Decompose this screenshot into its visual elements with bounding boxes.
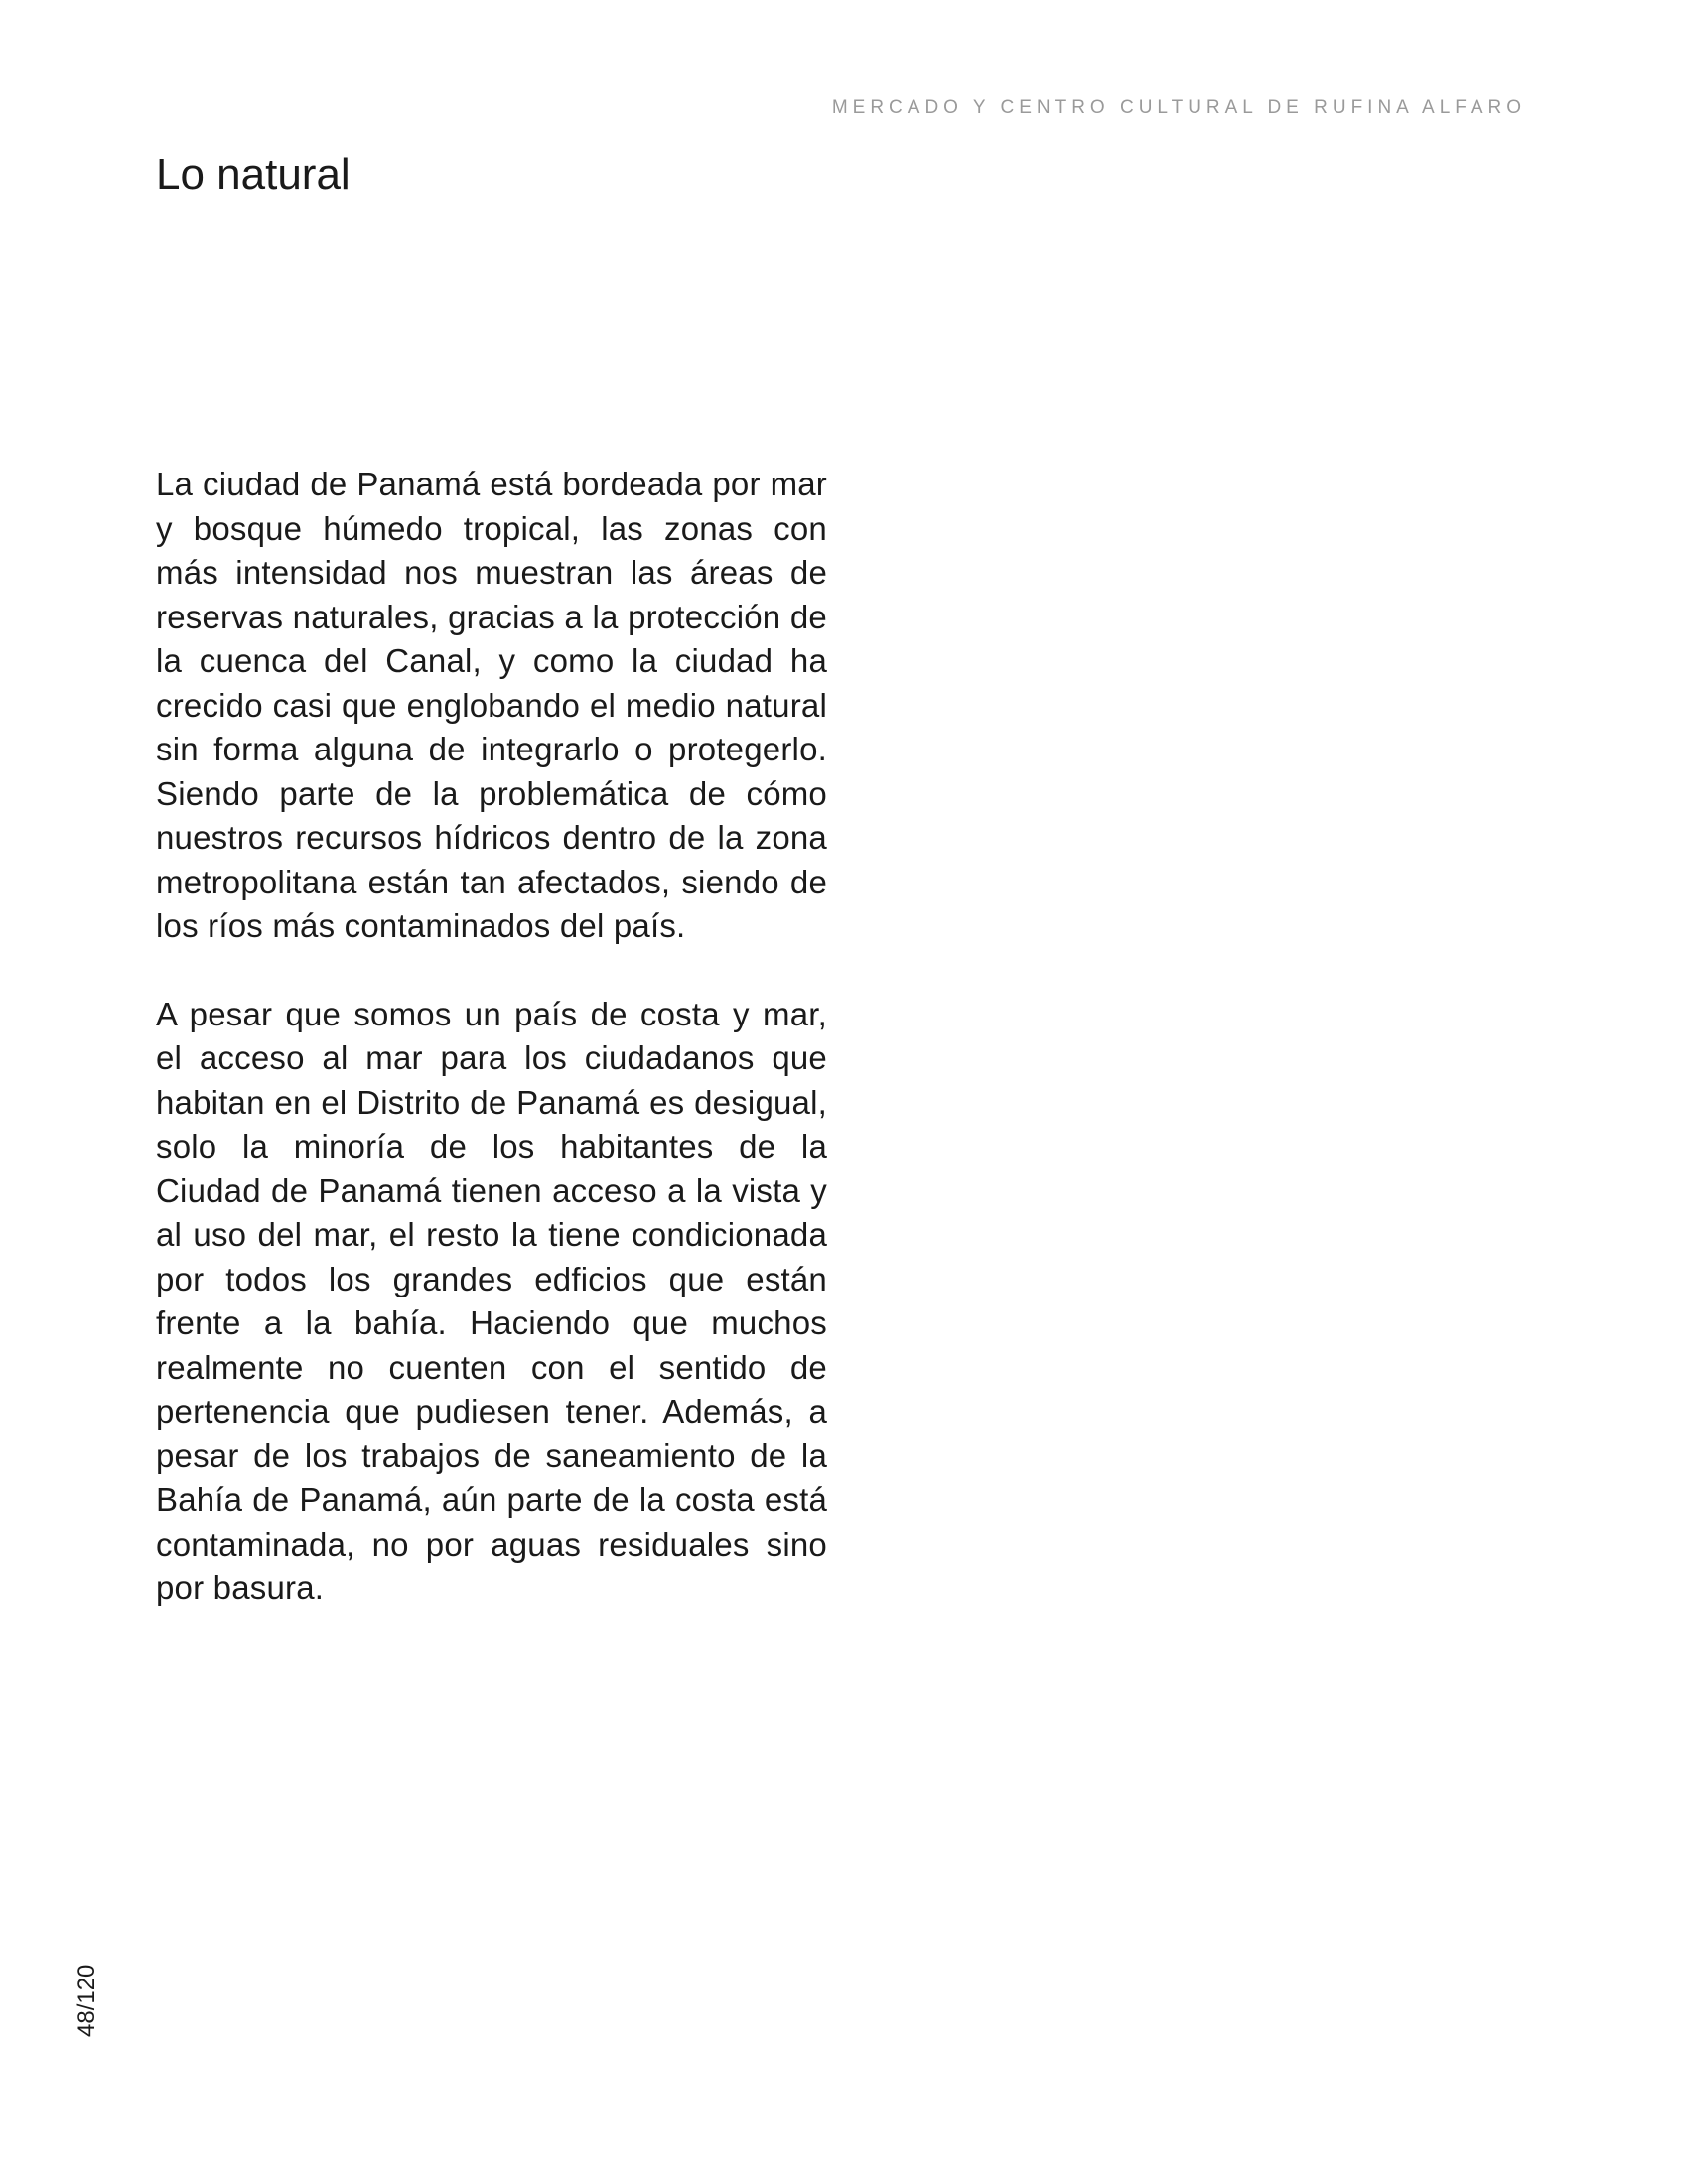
section-title: Lo natural bbox=[156, 150, 351, 199]
paragraph-1: La ciudad de Panamá está bordeada por mar y bosque húmedo tropical, las zonas con más intensidad nos muestran las áreas de reservas naturales, gracias a la protección de la cuenca del Canal, y como la ciudad ha crecido casi que englobando el medio natural sin forma alguna de integrarlo o protegerlo. Siendo parte de la problemática de cómo nuestros recursos hídricos dentro de la zona metropolitana están tan afectados, siendo de los ríos más contaminados del país. bbox=[156, 466, 827, 944]
running-header: MERCADO Y CENTRO CULTURAL DE RUFINA ALFARO bbox=[831, 97, 1526, 118]
body-text bbox=[156, 463, 827, 1655]
paragraph-2: A pesar que somos un país de costa y mar, el acceso al mar para los ciudadanos que habitan en el Distrito de Panamá es desigual, solo la minoría de los habitantes de la Ciudad de Panamá tienen acceso a la vista y al uso del mar, el resto la tiene condicionada por todos los grandes edficios que están frente a la bahía. Haciendo que muchos realmente no cuenten con el sentido de pertenencia que pudiesen tener. Además, a pesar de los trabajos de saneamiento de la Bahía de Panamá, aún parte de la costa está contaminada, no por aguas residuales sino por basura. bbox=[156, 995, 827, 1606]
page-number: 48/120 bbox=[73, 1964, 100, 2037]
